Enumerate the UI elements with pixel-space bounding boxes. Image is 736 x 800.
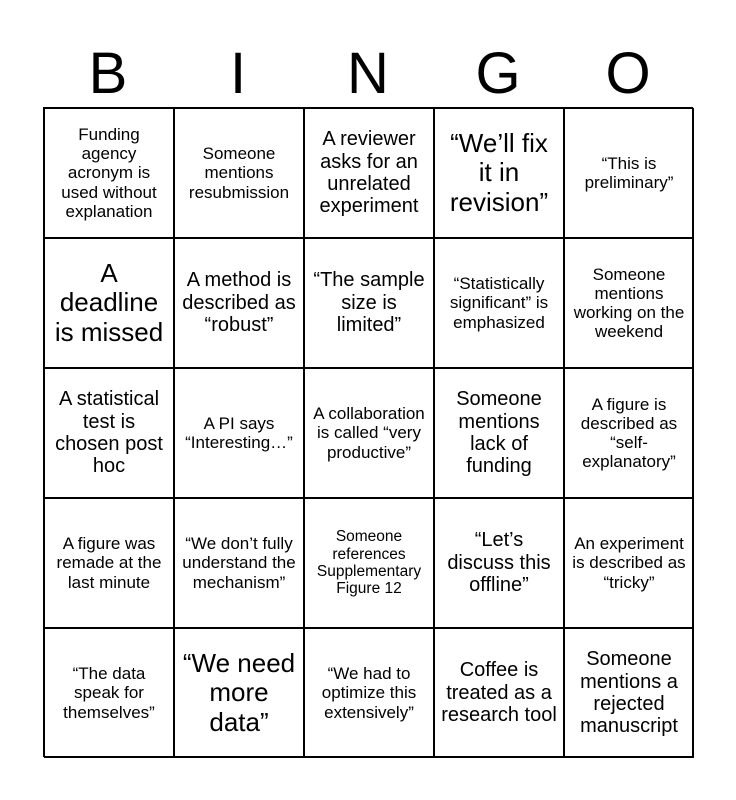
bingo-cell[interactable]: “We had to optimize this extensively” [304, 628, 434, 758]
bingo-cell[interactable]: A statistical test is chosen post hoc [44, 368, 174, 498]
bingo-cell[interactable]: A PI says “Interesting…” [174, 368, 304, 498]
bingo-cell[interactable]: Someone mentions lack of funding [434, 368, 564, 498]
bingo-cell[interactable]: A method is described as “robust” [174, 238, 304, 368]
bingo-board [43, 107, 693, 757]
bingo-cell[interactable]: “The data speak for themselves” [44, 628, 174, 758]
bingo-cell[interactable]: Someone mentions working on the weekend [564, 238, 694, 368]
bingo-cell[interactable]: A deadline is missed [44, 238, 174, 368]
bingo-cell[interactable]: Someone references Supplementary Figure 12 [304, 498, 434, 628]
bingo-cell[interactable]: “This is preliminary” [564, 108, 694, 238]
bingo-cell[interactable]: “Let’s discuss this offline” [434, 498, 564, 628]
bingo-cell[interactable]: Someone mentions a rejected manuscript [564, 628, 694, 758]
bingo-cell[interactable]: “Statistically significant” is emphasized [434, 238, 564, 368]
bingo-cell[interactable]: “The sample size is limited” [304, 238, 434, 368]
bingo-cell[interactable]: A figure was remade at the last minute [44, 498, 174, 628]
bingo-cell[interactable]: Someone mentions resubmission [174, 108, 304, 238]
header-letter-n: N [347, 41, 389, 106]
bingo-header [43, 40, 693, 108]
header-letter-b: B [88, 41, 128, 106]
bingo-cell[interactable]: “We need more data” [174, 628, 304, 758]
header-letter-o: O [605, 41, 651, 106]
bingo-cell[interactable]: Coffee is treated as a research tool [434, 628, 564, 758]
bingo-cell[interactable]: Funding agency acronym is used without explanation [44, 108, 174, 238]
bingo-cell[interactable]: An experiment is described as “tricky” [564, 498, 694, 628]
bingo-cell[interactable]: “We don’t fully understand the mechanism” [174, 498, 304, 628]
header-letter-i: I [229, 41, 247, 106]
bingo-cell[interactable]: A collaboration is called “very productive” [304, 368, 434, 498]
bingo-cell[interactable]: A figure is described as “self-explanatory” [564, 368, 694, 498]
bingo-cell[interactable]: A reviewer asks for an unrelated experiment [304, 108, 434, 238]
header-letter-g: G [475, 41, 521, 106]
bingo-cell[interactable]: “We’ll fix it in revision” [434, 108, 564, 238]
